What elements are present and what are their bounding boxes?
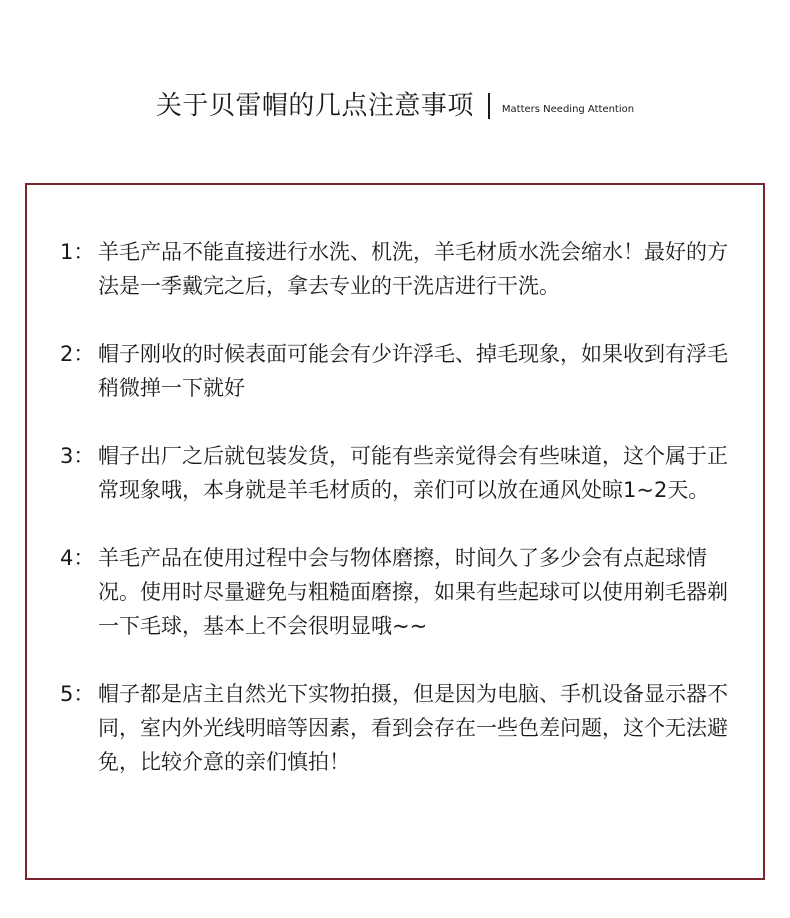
title-divider — [488, 93, 490, 119]
note-item-5 — [60, 677, 740, 779]
note-text: 帽子出厂之后就包装发货，可能有些亲觉得会有些味道，这个属于正常现象哦，本身就是羊毛材质的，亲们可以放在通风处晾1~2天。 — [98, 444, 728, 502]
note-number: 2： — [60, 342, 95, 366]
note-number: 3： — [60, 444, 95, 468]
note-item-1 — [60, 235, 740, 303]
note-text: 帽子都是店主自然光下实物拍摄，但是因为电脑、手机设备显示器不同，室内外光线明暗等因素，看到会存在一些色差问题，这个无法避免，比较介意的亲们慎拍！ — [98, 682, 728, 774]
note-item-4 — [60, 541, 740, 643]
page-subtitle: Matters Needing Attention — [501, 104, 635, 115]
note-number: 4： — [60, 546, 95, 570]
note-text: 羊毛产品在使用过程中会与物体磨擦，时间久了多少会有点起球情况。使用时尽量避免与粗糙面磨擦，如果有些起球可以使用剃毛器剃一下毛球，基本上不会很明显哦~~ — [98, 546, 728, 638]
page-title: 关于贝雷帽的几点注意事项 — [155, 91, 474, 121]
notice-box — [25, 183, 765, 880]
page-header — [0, 86, 790, 126]
note-text: 帽子刚收的时候表面可能会有少许浮毛、掉毛现象，如果收到有浮毛稍微掸一下就好 — [98, 342, 728, 400]
note-number: 5： — [60, 682, 95, 706]
notes-list — [60, 235, 740, 813]
note-number: 1： — [60, 240, 95, 264]
note-text: 羊毛产品不能直接进行水洗、机洗，羊毛材质水洗会缩水！最好的方法是一季戴完之后，拿去专业的干洗店进行干洗。 — [98, 240, 728, 298]
note-item-3 — [60, 439, 740, 507]
note-item-2 — [60, 337, 740, 405]
